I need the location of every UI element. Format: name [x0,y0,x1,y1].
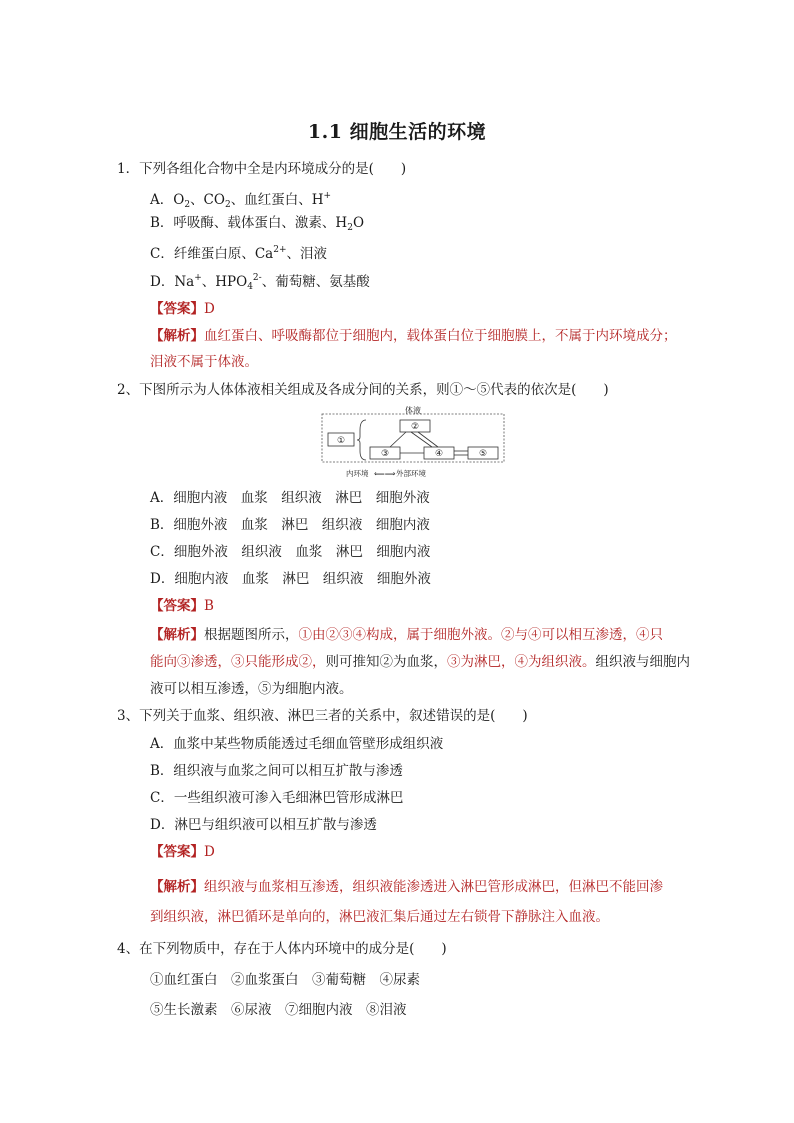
question-1-answer: 【答案】D [150,301,215,317]
question-3-explanation-line-1: 【解析】组织液与血浆相互渗透，组织液能渗透进入淋巴管形成淋巴，但淋巴不能回渗 [150,879,663,895]
question-4-items-line-2: ⑤生长激素 ⑥尿液 ⑦细胞内液 ⑧泪液 [150,1002,407,1018]
question-3-stem: 3、下列关于血浆、组织液、淋巴三者的关系中，叙述错误的是( ) [117,708,528,724]
diagram-node-2-label: ② [410,422,420,432]
page-title: 1.1 细胞生活的环境 [307,121,487,143]
question-2-option-c: C．细胞外液 组织液 血浆 淋巴 细胞内液 [150,544,431,560]
diagram-title: 体液 [405,406,421,415]
diagram-brace [357,420,366,460]
question-1-option-c: C．纤维蛋白原、$Ca^{2+}$、泪液 [150,245,328,262]
question-2-stem: 2、下图所示为人体体液相关组成及各成分间的关系，则①～⑤代表的依次是( ) [117,382,609,398]
question-3-option-a: A．血浆中某些物质能透过毛细血管壁形成组织液 [150,736,444,752]
question-3-answer: 【答案】D [150,844,215,860]
question-4-items-line-1: ①血红蛋白 ②血浆蛋白 ③葡萄糖 ④尿素 [150,972,420,988]
question-3-option-c: C．一些组织液可渗入毛细淋巴管形成淋巴 [150,790,404,806]
diagram-node-5-label: ⑤ [478,449,488,459]
question-2-explanation-line-2: 能向③渗透，③只能形成②，则可推知②为血浆，③为淋巴，④为组织液。组织液与细胞内 [150,654,690,670]
body-fluid-diagram [318,404,508,484]
question-1-option-a: A．$O_2$、$CO_2$、血红蛋白、H+ [150,191,332,210]
question-3-option-b: B．组织液与血浆之间可以相互扩散与渗透 [150,763,403,779]
question-4-stem: 4、在下列物质中，存在于人体内环境中的成分是( ) [117,941,447,957]
diagram-caption-left: 内环境 [346,469,369,478]
diagram-caption-arrow: ⟸⟹ [374,469,396,478]
question-3-option-d: D．淋巴与组织液可以相互扩散与渗透 [150,817,377,833]
question-1-option-b: B．呼吸酶、载体蛋白、激素、$H_2O$ [150,215,365,233]
question-1-stem: 1．下列各组化合物中全是内环境成分的是( ) [117,161,407,177]
question-3-explanation-line-2: 到组织液，淋巴循环是单向的，淋巴液汇集后通过左右锁骨下静脉注入血液。 [150,909,609,925]
question-1-option-d: D．Na+、$HPO_4^{2-}$、葡萄糖、氨基酸 [150,273,370,292]
diagram-node-1-label: ① [336,436,346,446]
question-2-option-d: D．细胞内液 血浆 淋巴 组织液 细胞外液 [150,571,431,587]
diagram-arrow-2-3 [390,432,406,447]
question-2-option-a: A．细胞内液 血浆 组织液 淋巴 细胞外液 [150,490,430,506]
diagram-node-4-label: ④ [434,449,444,459]
question-2-option-b: B．细胞外液 血浆 淋巴 组织液 细胞内液 [150,517,430,533]
diagram-node-3-label: ③ [380,449,390,459]
question-2-explanation-line-3: 液可以相互渗透，⑤为细胞内液。 [150,681,353,697]
question-1-explanation-line-1: 【解析】血红蛋白、呼吸酶都位于细胞内，载体蛋白位于细胞膜上，不属于内环境成分； [150,328,677,344]
question-2-answer: 【答案】B [150,598,214,614]
diagram-caption-right: 外部环境 [396,469,426,478]
question-2-explanation-line-1: 【解析】根据题图所示，①由②③④构成，属于细胞外液。②与④可以相互渗透，④只 [150,627,663,643]
question-1-explanation-line-2: 泪液不属于体液。 [150,354,258,370]
